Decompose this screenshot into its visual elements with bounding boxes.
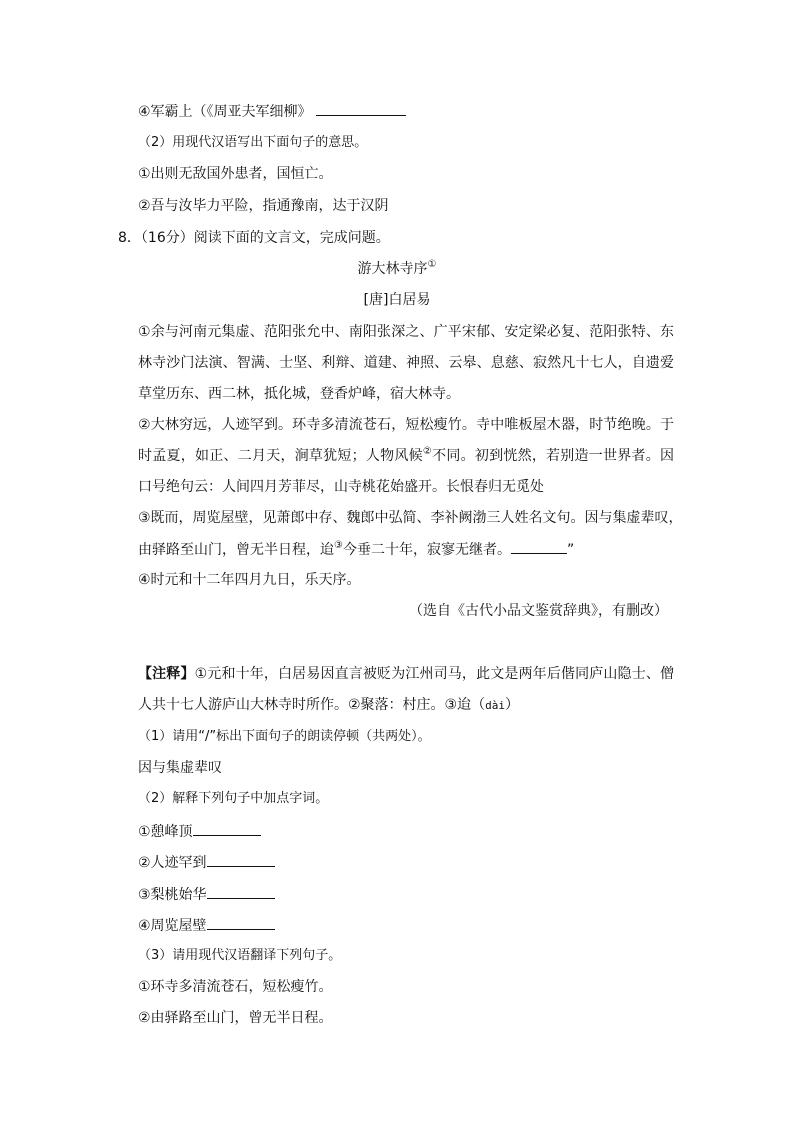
prev-sentence-1: ①出则无敌国外患者，国恒亡。 <box>138 166 333 182</box>
notes-label: 【注释】 <box>138 666 195 682</box>
paragraph-2-line-1: ②大林穷远，人迹罕到。环寺多清流苍石，短松瘦竹。寺中唯板屋木器，时节绝晚。于 <box>138 417 674 433</box>
answer-blank[interactable] <box>207 915 275 930</box>
item-text: ①憩峰顶 <box>138 824 193 840</box>
passage-title-text: 游大林寺序 <box>357 261 428 277</box>
paragraph-1-line-2: 林寺沙门法演、智满、士坚、利辩、道建、神照、云皋、息慈、寂然凡十七人，自遗爱 <box>138 355 674 371</box>
passage-title <box>0 259 794 281</box>
item-text: ④周览屋壁 <box>138 918 207 934</box>
paragraph-2-line-2-a: 时孟夏，如正、二月天，涧草犹短；人物风候 <box>138 448 423 464</box>
notes-line-1-text: ①元和十年，白居易因直言被贬为江州司马，此文是两年后偕同庐山隐士、僧 <box>194 666 674 682</box>
paragraph-2-line-3: 口号绝句云：人间四月芳菲尽，山寺桃花始盛开。长恨春归无觅处 <box>138 479 544 495</box>
paragraph-2-line-2-b: 不同。初到恍然，若别造一世界者。因 <box>432 448 675 464</box>
paragraph-2-line-2 <box>138 446 674 468</box>
fill-blank[interactable] <box>511 539 567 554</box>
footnote-mark: ② <box>422 446 433 457</box>
paragraph-3-line-2 <box>138 539 574 562</box>
paragraph-1-line-3: 草堂历东、西二林，抵化城，登香炉峰，宿大林寺。 <box>138 386 460 402</box>
item-text: ②人迹罕到 <box>138 855 207 871</box>
passage-author: [唐]白居易 <box>363 292 431 308</box>
answer-blank[interactable] <box>207 884 275 899</box>
sub-question-1: （1）请用“/”标出下面句子的朗读停顿（共两处）。 <box>138 729 431 744</box>
paragraph-4: ④时元和十二年四月九日，乐天序。 <box>138 572 361 588</box>
notes-line-2-b: ） <box>504 697 519 713</box>
sub-question-1-sentence: 因与集虚辈叹 <box>138 760 222 776</box>
footnote-mark: ③ <box>334 540 343 551</box>
notes-line-1 <box>138 664 674 684</box>
notes-line-2 <box>138 695 519 716</box>
answer-blank[interactable] <box>193 821 261 836</box>
prev-sentence-2: ②吾与汝毕力平险，指通豫南，达于汉阴 <box>138 198 389 214</box>
sub-question-3: （3）请用现代汉语翻译下列句子。 <box>138 948 342 963</box>
item-text: ③梨桃始华 <box>138 887 207 903</box>
sub-question-2-item-4 <box>138 915 275 936</box>
paragraph-3-line-1: ③既而，周览屋壁，见萧郎中存、魏郎中弘简、李补阙渤三人姓名文句。因与集虚辈叹， <box>138 510 683 526</box>
paragraph-3-line-2-a: 由驿路至山门，曾无半日程，迨 <box>138 542 334 558</box>
sub-question-2-item-1 <box>138 821 261 842</box>
prev-item-4-text: ④军霸上（《周亚夫军细柳》 <box>138 104 312 120</box>
answer-blank[interactable] <box>207 852 275 867</box>
paragraph-1-line-1: ①余与河南元集虚、范阳张允中、南阳张深之、广平宋郁、安定梁必复、范阳张特、东 <box>138 324 674 340</box>
prev-question-2: （2）用现代汉语写出下面句子的意思。 <box>138 135 368 150</box>
notes-line-2-a: 人共十七人游庐山大林寺时所作。②聚落：村庄。③迨（ <box>138 697 486 713</box>
passage-source: （选自《古代小品文鉴赏辞典》，有删改） <box>409 603 668 619</box>
answer-blank[interactable] <box>316 101 406 116</box>
question-8-header: 8．（16分）阅读下面的文言文，完成问题。 <box>118 230 390 246</box>
closing-quote: ” <box>566 542 575 558</box>
prev-item-4 <box>138 101 406 122</box>
paragraph-3-line-2-b: 今垂二十年，寂寥无继者。 <box>342 542 511 558</box>
sub-question-3-item-2: ②由驿路至山门，曾无半日程。 <box>138 1010 333 1026</box>
sub-question-2-item-3 <box>138 884 275 905</box>
sub-question-2: （2）解释下列句子中加点字词。 <box>138 791 329 806</box>
pinyin: dài <box>485 699 505 712</box>
footnote-mark: ① <box>427 259 437 270</box>
sub-question-2-item-2 <box>138 852 275 873</box>
sub-question-3-item-1: ①环寺多清流苍石，短松瘦竹。 <box>138 979 333 995</box>
